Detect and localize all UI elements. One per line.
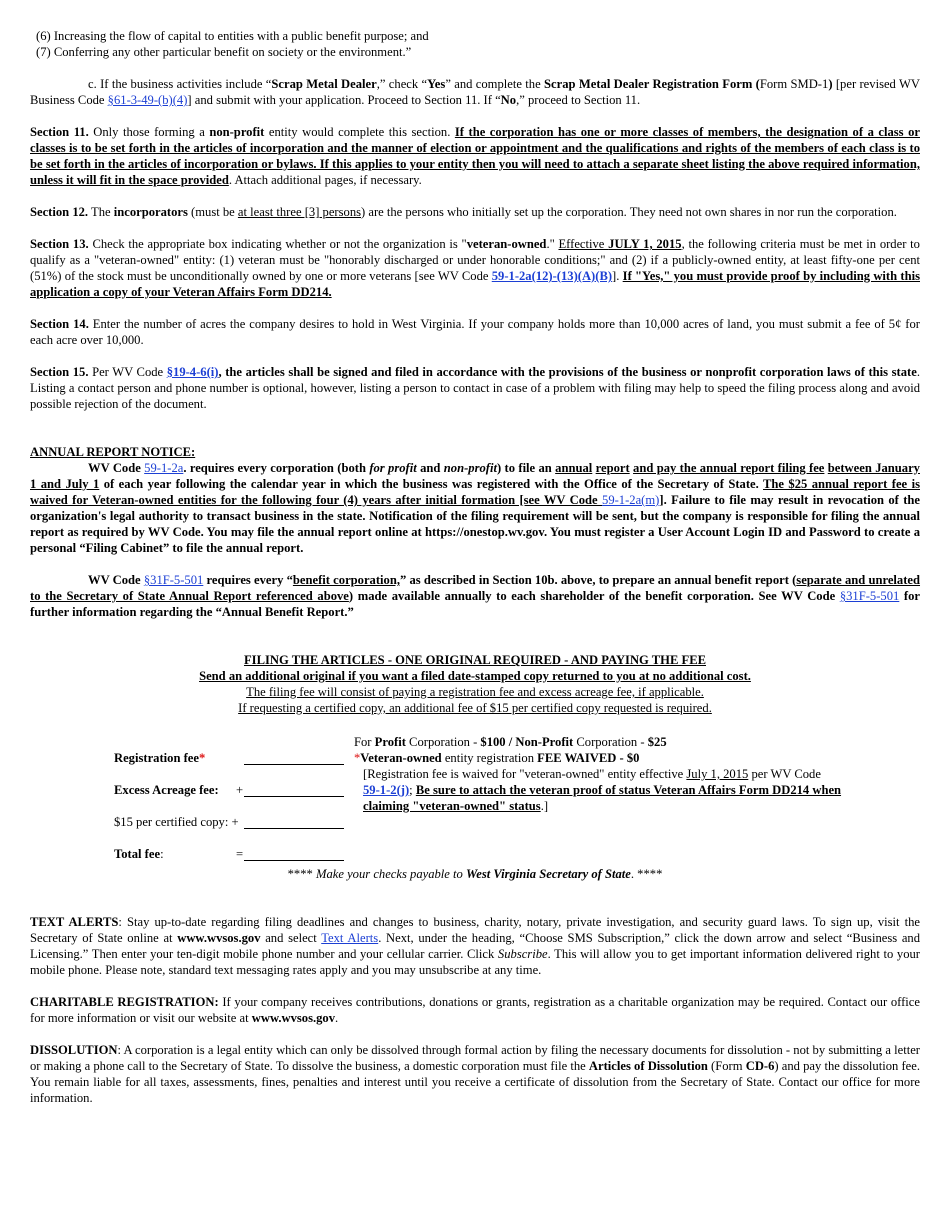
veteran-fee-waived: *Veteran-owned entity registration FEE WAIVED - $0 bbox=[354, 751, 640, 765]
benefit-purpose-list bbox=[30, 28, 920, 60]
total-fee-field[interactable] bbox=[244, 846, 344, 861]
excess-acreage-label: Excess Acreage fee: bbox=[114, 783, 219, 797]
wv-code-59-1-2-j-link[interactable]: 59-1-2(j) bbox=[363, 783, 410, 797]
filing-section bbox=[30, 652, 920, 716]
filing-title: FILING THE ARTICLES - ONE ORIGINAL REQUIRED - AND PAYING THE FEE bbox=[243, 653, 706, 667]
total-fee-label: Total fee: bbox=[114, 847, 164, 861]
dissolution-paragraph: DISSOLUTION: A corporation is a legal entity which can only be dissolved through formal action by filing the necessary documents for dissolution - not by submitting a letter or making a phone call to the Secretary of State. To dissolve the business, a domestic corporation must file the Articles of Dissolution (Form CD-6) and pay the dissolution fee. You remain liable for all taxes, assessments, fines, penalties and interest until you receive a certificate of dissolution from the Secretary of State. Contact our office for more information. bbox=[30, 1043, 921, 1105]
fee-table bbox=[30, 734, 920, 864]
veteran-proof-note: 59-1-2(j); Be sure to attach the veteran proof of status Veteran Affairs Form DD214 when claiming "veteran-owned" status.] bbox=[363, 783, 842, 813]
section-14-paragraph: Section 14. Enter the number of acres the company desires to hold in West Virginia. If your company holds more than 10,000 acres of land, you must submit a fee of 5¢ for each acre over 10,000. bbox=[30, 317, 920, 347]
annual-report-heading: ANNUAL REPORT NOTICE: bbox=[30, 445, 196, 459]
section-12-heading: Section 12. bbox=[30, 205, 89, 219]
wv-code-31f-5-501-link[interactable]: §31F-5-501 bbox=[143, 573, 204, 587]
equals-sign: = bbox=[236, 847, 244, 861]
list-item: (6) Increasing the flow of capital to entities with a public benefit purpose; and bbox=[36, 29, 429, 43]
veteran-fee-note: [Registration fee is waived for "veteran-owned" entity effective July 1, 2015 per WV Code bbox=[363, 767, 821, 781]
wv-code-59-1-2a-link[interactable]: 59-1-2a bbox=[144, 461, 184, 475]
annual-report-paragraph: WV Code 59-1-2a. requires every corporation (both for profit and non-profit) to file an annual report and pay the annual report filing fee between January 1 and July 1 of each year following the calendar year in which the business was registered with the Office of the Secretary of State. The $25 annual report fee is waived for Veteran-owned entities for the following four (4) years after initial formation [see WV Code 59-1-2a(m)]. Failure to file may result in revocation of the organization's legal authority to transact business in the state. Notification of the filing requirement will be sent, but the company is responsible for filing the annual report as required by WV Code. You may file the annual report online at https://onestop.wv.gov. You must register a User Account Login ID and Password to create a personal “Filing Cabinet” to file the annual report. bbox=[30, 461, 921, 555]
text-alerts-heading: TEXT ALERTS bbox=[30, 915, 119, 929]
filing-line: The filing fee will consist of paying a registration fee and excess acreage fee, if applicable. bbox=[246, 685, 704, 699]
registration-fee-label: Registration fee* bbox=[114, 751, 206, 765]
registration-fee-field[interactable] bbox=[244, 750, 344, 765]
certified-copy-label: $15 per certified copy: + bbox=[114, 815, 239, 829]
section-13-paragraph: Section 13. Check the appropriate box indicating whether or not the organization is "veteran-owned." Effective JULY 1, 2015, the following criteria must be met in order to qualify as a "veteran-owned" entity: (1) veteran must be "honorably discharged or under honorable conditions;" and (2) if a publicly-owned entity, at least fifty-one per cent (51%) of the stock must be unconditionally owned by one or more veterans [see WV Code 59-1-2a(12)-(13)(A)(B)]. If "Yes," you must provide proof by including with this application a copy of your Veteran Affairs Form DD214. bbox=[30, 237, 920, 299]
fee-rates: For Profit Corporation - $100 / Non-Profit Corporation - $25 bbox=[354, 735, 667, 749]
text-alerts-paragraph: TEXT ALERTS: Stay up-to-date regarding filing deadlines and changes to business, charity, notary, private investigation, and security guard laws. To sign up, visit the Secretary of State online at www.wvsos.gov and select Text Alerts. Next, under the heading, “Choose SMS Subscription,” click the down arrow and select “Business and Licensing.” Then enter your ten-digit mobile phone number and your cellular carrier. Click Subscribe. This will allow you to get important information delivered right to your mobile phone. Please note, standard text messaging rates apply and you may unsubscribe at any time. bbox=[30, 915, 921, 977]
section-14-heading: Section 14. bbox=[30, 317, 89, 331]
section-15-heading: Section 15. bbox=[30, 365, 89, 379]
plus-sign: + bbox=[236, 783, 244, 797]
charitable-registration-heading: CHARITABLE REGISTRATION: bbox=[30, 995, 219, 1009]
certified-copy-field[interactable] bbox=[244, 814, 344, 829]
benefit-report-paragraph: WV Code §31F-5-501 requires every “benefit corporation,” as described in Section 10b. above, to prepare an annual benefit report (separate and unrelated to the Secretary of State Annual Report referenced above) made available annually to each shareholder of the benefit corporation. See WV Code §31F-5-501 for further information regarding the “Annual Benefit Report.” bbox=[30, 573, 921, 619]
charitable-registration-paragraph: CHARITABLE REGISTRATION: If your company receives contributions, donations or grants, registration as a charitable organization may be required. Contact our office for more information or visit our website at www.wvsos.gov. bbox=[30, 995, 920, 1025]
dissolution-heading: DISSOLUTION bbox=[30, 1043, 118, 1057]
section-10c-paragraph: c. If the business activities include “Scrap Metal Dealer,” check “Yes” and complete the Scrap Metal Dealer Registration Form (Form SMD-1) [per revised WV Business Code §61-3-49-(b)(4)] and submit with your application. Proceed to Section 11. If “No,” proceed to Section 11. bbox=[30, 77, 920, 107]
section-15-paragraph: Section 15. Per WV Code §19-4-6(i), the articles shall be signed and filed in accordance with the provisions of the business or nonprofit corporation laws of this state. Listing a contact person and phone number is optional, however, listing a person to contact in case of a problem with filing may help to speed the filing process along and avoid possible rejection of the document. bbox=[30, 365, 920, 411]
section-11-heading: Section 11. bbox=[30, 125, 89, 139]
checks-payable-note: **** Make your checks payable to West Virginia Secretary of State. **** bbox=[287, 867, 663, 881]
wv-code-31f-5-501-link-2[interactable]: §31F-5-501 bbox=[839, 589, 900, 603]
section-12-paragraph: Section 12. The incorporators (must be at least three [3] persons) are the persons who initially set up the corporation. They need not own shares in nor run the corporation. bbox=[30, 205, 897, 219]
section-13-heading: Section 13. bbox=[30, 237, 89, 251]
text-alerts-link[interactable]: Text Alerts bbox=[321, 931, 379, 945]
wv-code-19-4-6-link[interactable]: §19-4-6(i) bbox=[166, 365, 219, 379]
section-11-paragraph: Section 11. Only those forming a non-profit entity would complete this section. If the corporation has one or more classes of members, the designation of a class or classes is to be set forth in the articles of incorporation and the manner of election or appointment and the qualifications and rights of the members of each class is to be set forth in the articles of incorporation or bylaws. If this applies to your entity then you will need to attach a separate sheet listing the above required information, unless it will fit in the space provided. Attach additional pages, if necessary. bbox=[30, 125, 920, 187]
wv-code-61-3-49-link[interactable]: §61-3-49-(b)(4) bbox=[107, 93, 188, 107]
filing-line: If requesting a certified copy, an additional fee of $15 per certified copy requested is required. bbox=[238, 701, 712, 715]
wv-code-59-1-2a-m-link[interactable]: 59-1-2a(m) bbox=[602, 493, 660, 507]
list-item: (7) Conferring any other particular benefit on society or the environment.” bbox=[36, 45, 412, 59]
excess-acreage-field[interactable] bbox=[244, 782, 344, 797]
filing-line: Send an additional original if you want a filed date-stamped copy returned to you at no additional cost. bbox=[199, 669, 751, 683]
wv-code-59-1-2a-12-link[interactable]: 59-1-2a(12)-(13)(A)(B) bbox=[491, 269, 613, 283]
